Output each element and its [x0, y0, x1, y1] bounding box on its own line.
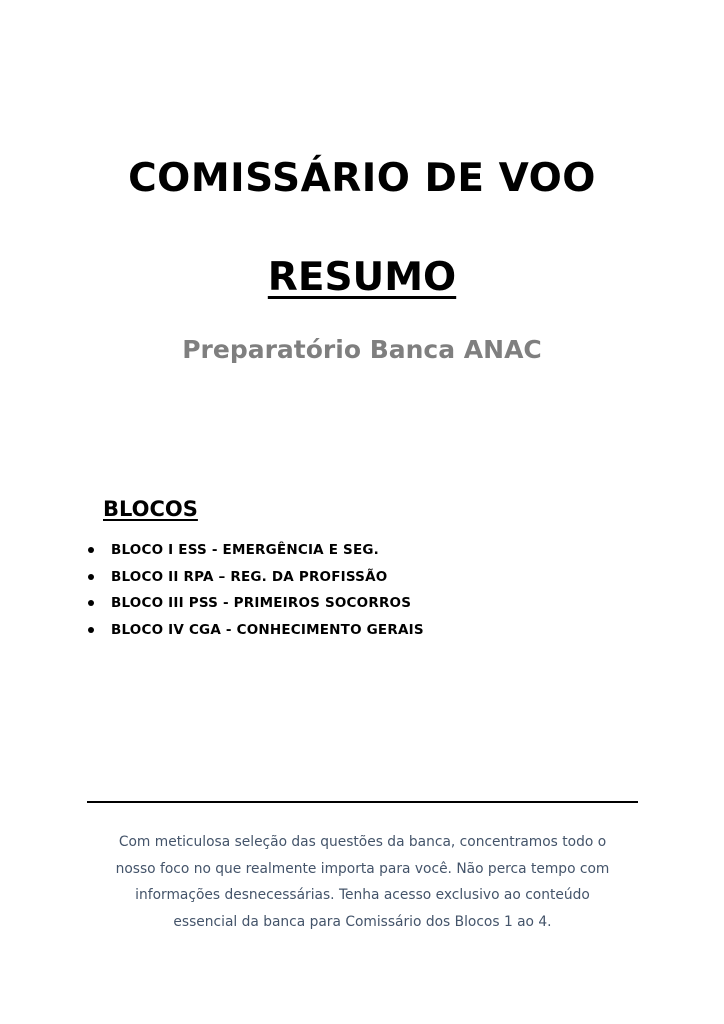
- list-item-label: BLOCO III PSS - PRIMEIROS SOCORROS: [111, 595, 412, 612]
- page-title: COMISSÁRIO DE VOO: [128, 156, 596, 201]
- footer-description: [90, 829, 635, 935]
- list-item: [87, 564, 424, 591]
- bullet-icon: [88, 627, 94, 633]
- bullet-icon: [88, 547, 94, 553]
- footer-line: essencial da banca para Comissário dos Blocos 1 ao 4.: [173, 913, 552, 930]
- list-item-label: BLOCO IV CGA - CONHECIMENTO GERAIS: [111, 621, 424, 638]
- list-item: [87, 590, 424, 617]
- footer-line: nosso foco no que realmente importa para você. Não perca tempo com: [115, 860, 610, 877]
- list-item-label: BLOCO I ESS - EMERGÊNCIA E SEG.: [111, 542, 379, 559]
- blocos-heading: BLOCOS: [103, 497, 198, 521]
- tagline: Preparatório Banca ANAC: [182, 335, 542, 364]
- bullet-icon: [88, 574, 94, 580]
- list-item-label: BLOCO II RPA – REG. DA PROFISSÃO: [111, 568, 388, 585]
- blocos-list: [87, 537, 424, 643]
- page-subtitle: [0, 255, 724, 300]
- list-item: [87, 617, 424, 644]
- list-item: [87, 537, 424, 564]
- subtitle-text: RESUMO: [267, 255, 457, 300]
- footer-line: Com meticulosa seleção das questões da banca, concentramos todo o: [118, 834, 607, 850]
- bullet-icon: [88, 600, 94, 606]
- footer-line: informações desnecessárias. Tenha acesso exclusivo ao conteúdo: [135, 887, 590, 903]
- horizontal-divider: [87, 801, 638, 803]
